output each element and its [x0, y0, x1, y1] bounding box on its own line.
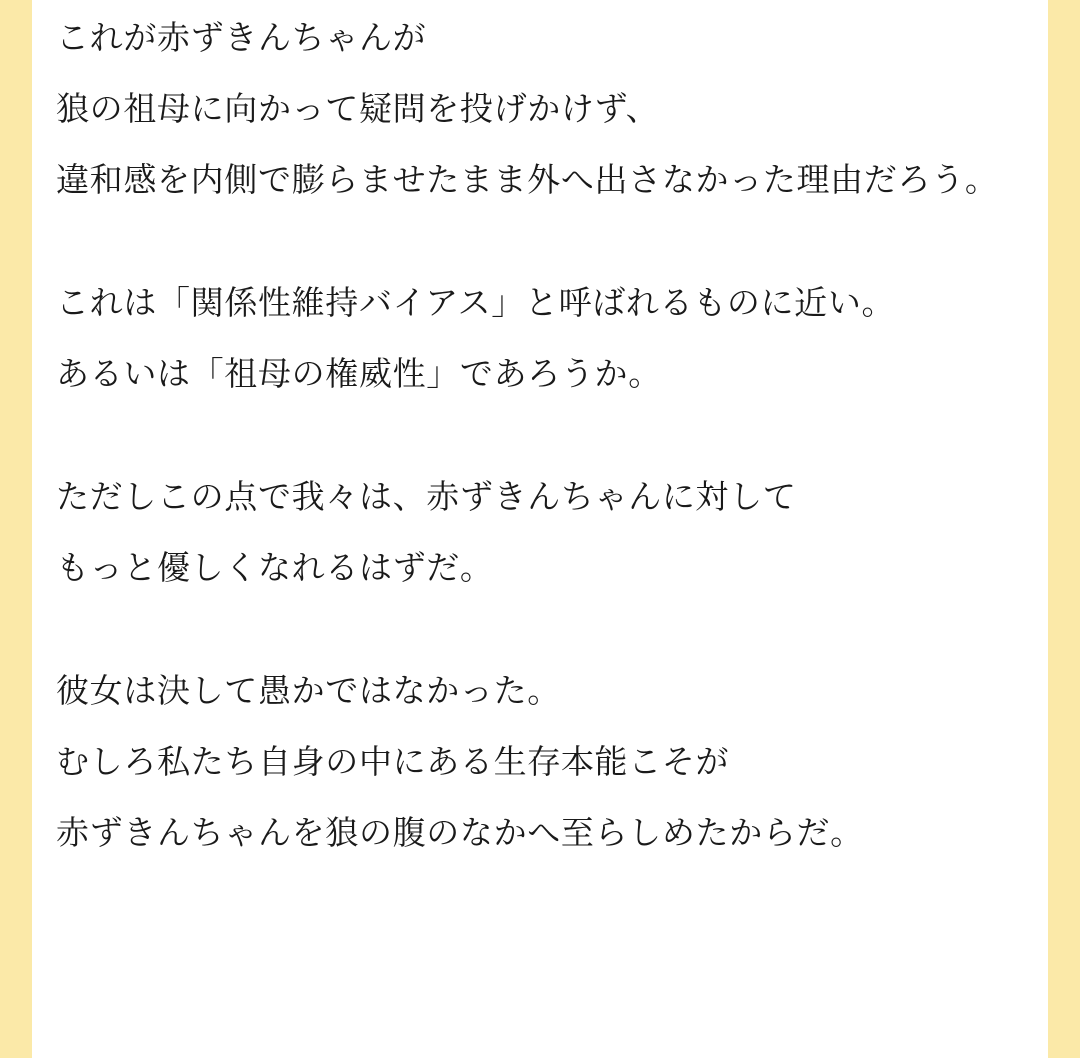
- text-line: 違和感を内側で膨らませたまま外へ出さなかった理由だろう。: [56, 160, 999, 199]
- text-line: 赤ずきんちゃんを狼の腹のなかへ至らしめたからだ。: [56, 813, 864, 852]
- text-line: ただしこの点で我々は、赤ずきんちゃんに対して: [56, 477, 797, 516]
- text-line: むしろ私たち自身の中にある生存本能こそが: [56, 742, 730, 781]
- text-line: 彼女は決して愚かではなかった。: [56, 671, 561, 710]
- paragraph-3: [56, 461, 1024, 603]
- text-line: 狼の祖母に向かって疑問を投げかけず、: [56, 89, 660, 128]
- text-line: あるいは「祖母の権威性」であろうか。: [56, 354, 662, 393]
- text-line: これが赤ずきんちゃんが: [56, 18, 427, 57]
- paragraph-1: [56, 2, 1024, 215]
- paragraph-2: [56, 267, 1024, 409]
- text-line: これは「関係性維持バイアス」と呼ばれるものに近い。: [56, 283, 896, 322]
- text-line: もっと優しくなれるはずだ。: [56, 548, 494, 587]
- left-edge-band: [0, 0, 32, 1058]
- right-edge-band: [1048, 0, 1080, 1058]
- paragraph-4: [56, 655, 1024, 868]
- document-body: [32, 0, 1048, 1058]
